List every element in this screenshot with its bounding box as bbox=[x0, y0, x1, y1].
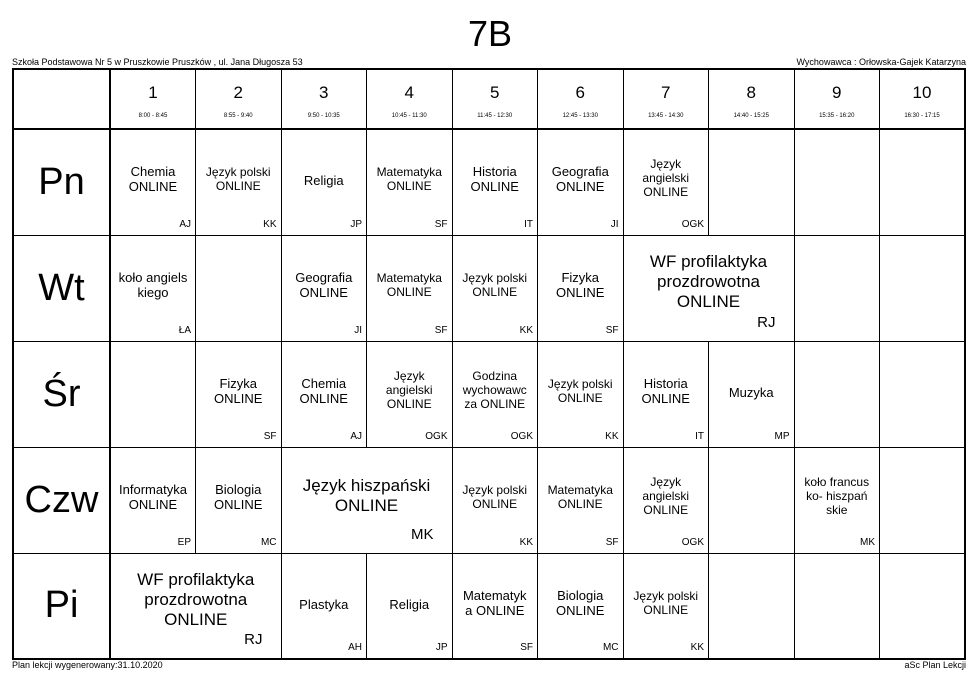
empty-cell bbox=[709, 129, 795, 235]
day-name-cell bbox=[13, 447, 110, 553]
lesson-cell bbox=[281, 129, 367, 235]
lesson-cell bbox=[623, 129, 709, 235]
day-name: Pn bbox=[38, 160, 85, 203]
lesson-cell bbox=[110, 235, 196, 341]
empty-cell bbox=[880, 447, 966, 553]
period-header bbox=[452, 69, 538, 129]
period-number: 4 bbox=[404, 83, 414, 102]
day-name: Śr bbox=[42, 372, 81, 415]
lesson-teacher: RJ bbox=[244, 631, 263, 648]
lesson-teacher: SF bbox=[605, 536, 619, 548]
period-number: 8 bbox=[746, 83, 756, 102]
lesson-teacher: KK bbox=[519, 536, 533, 548]
empty-cell bbox=[880, 553, 966, 659]
lesson-cell bbox=[623, 341, 709, 447]
empty-cell bbox=[880, 341, 966, 447]
period-header bbox=[709, 69, 795, 129]
day-row bbox=[13, 129, 965, 235]
lesson-teacher: MK bbox=[860, 536, 875, 548]
lesson-teacher: KK bbox=[263, 218, 277, 230]
day-row bbox=[13, 553, 965, 659]
lesson-subject: Język angielski ONLINE bbox=[642, 474, 690, 517]
period-header bbox=[880, 69, 966, 129]
empty-cell bbox=[794, 129, 880, 235]
period-number: 5 bbox=[490, 83, 500, 102]
lesson-subject: Język angielski ONLINE bbox=[642, 157, 690, 200]
lesson-subject: Chemia ONLINE bbox=[299, 376, 348, 406]
day-name: Pi bbox=[44, 584, 79, 627]
lesson-subject: Fizyka ONLINE bbox=[214, 376, 263, 406]
period-time: 14:40 - 15:25 bbox=[733, 113, 769, 119]
lesson-teacher: JI bbox=[610, 218, 619, 230]
class-title: 7B bbox=[467, 13, 513, 54]
lesson-subject: Język polski ONLINE bbox=[205, 165, 271, 194]
day-name-cell bbox=[13, 129, 110, 235]
lesson-teacher: KK bbox=[690, 642, 704, 653]
empty-cell bbox=[110, 341, 196, 447]
lesson-subject: koło francus ko- hiszpań skie bbox=[804, 474, 870, 517]
lesson-teacher: MK bbox=[411, 525, 434, 543]
lesson-cell bbox=[110, 129, 196, 235]
lesson-subject: Religia bbox=[303, 173, 344, 189]
lesson-teacher: OGK bbox=[681, 536, 704, 548]
period-header bbox=[367, 69, 453, 129]
period-time: 10:45 - 11:30 bbox=[391, 113, 427, 119]
empty-cell bbox=[880, 235, 966, 341]
period-header bbox=[794, 69, 880, 129]
lesson-subject: WF profilaktyka prozdrowotna ONLINE bbox=[649, 252, 768, 311]
lesson-cell bbox=[367, 129, 453, 235]
lesson-subject: Informatyka ONLINE bbox=[119, 482, 187, 512]
day-row bbox=[13, 341, 965, 447]
lesson-cell bbox=[452, 129, 538, 235]
lesson-cell bbox=[281, 553, 367, 659]
lesson-subject: Plastyka bbox=[299, 596, 349, 612]
period-header-row bbox=[13, 69, 965, 129]
lesson-subject: Matematyka ONLINE bbox=[376, 271, 442, 300]
period-number: 2 bbox=[233, 83, 243, 102]
generated-date: Plan lekcji wygenerowany:31.10.2020 bbox=[12, 660, 163, 670]
lesson-cell bbox=[538, 235, 624, 341]
lesson-teacher: SF bbox=[434, 324, 448, 336]
lesson-teacher: MC bbox=[602, 642, 619, 653]
lesson-cell bbox=[196, 447, 282, 553]
lesson-subject: Historia ONLINE bbox=[641, 376, 690, 406]
lesson-subject: Muzyka bbox=[728, 385, 774, 400]
lesson-cell bbox=[623, 553, 709, 659]
school-name: Szkoła Podstawowa Nr 5 w Pruszkowie Pruszków , ul. Jana Długosza 53 bbox=[12, 57, 303, 67]
empty-cell bbox=[709, 447, 795, 553]
period-number: 6 bbox=[575, 83, 585, 102]
lesson-teacher: JP bbox=[350, 218, 362, 230]
lesson-cell bbox=[367, 235, 453, 341]
lesson-teacher: EP bbox=[177, 536, 191, 548]
lesson-teacher: SF bbox=[605, 324, 619, 336]
lesson-subject: Chemia ONLINE bbox=[128, 164, 178, 195]
lesson-cell bbox=[538, 447, 624, 553]
lesson-cell bbox=[538, 553, 624, 659]
lesson-teacher: AH bbox=[348, 642, 362, 653]
period-number: 7 bbox=[661, 83, 671, 102]
lesson-teacher: OGK bbox=[510, 430, 533, 442]
period-time: 12:45 - 13:30 bbox=[562, 113, 598, 119]
day-name-cell bbox=[13, 341, 110, 447]
lesson-cell bbox=[452, 341, 538, 447]
period-number: 1 bbox=[148, 83, 158, 102]
lesson-teacher: KK bbox=[519, 324, 533, 336]
lesson-subject: Godzina wychowawc za ONLINE bbox=[462, 368, 527, 411]
lesson-subject: Geografia ONLINE bbox=[551, 164, 609, 195]
lesson-cell bbox=[367, 341, 453, 447]
period-header bbox=[623, 69, 709, 129]
period-time: 8:55 - 9:40 bbox=[223, 113, 253, 119]
lesson-teacher: IT bbox=[524, 218, 533, 230]
period-header bbox=[110, 69, 196, 129]
lesson-subject: koło angiels kiego bbox=[118, 270, 188, 300]
lesson-teacher: OGK bbox=[425, 430, 448, 442]
app-credit: aSc Plan Lekcji bbox=[904, 660, 966, 670]
lesson-subject: Język polski ONLINE bbox=[462, 271, 528, 300]
lesson-teacher: SF bbox=[263, 430, 277, 442]
lesson-subject: Język polski ONLINE bbox=[547, 377, 613, 406]
lesson-cell bbox=[794, 447, 880, 553]
lesson-cell bbox=[452, 447, 538, 553]
period-time: 9:50 - 10:35 bbox=[307, 113, 340, 119]
lesson-teacher: KK bbox=[605, 430, 619, 442]
period-header bbox=[281, 69, 367, 129]
day-name-cell bbox=[13, 553, 110, 659]
lesson-cell bbox=[196, 129, 282, 235]
lesson-cell bbox=[709, 341, 795, 447]
lesson-teacher: SF bbox=[434, 218, 448, 230]
timetable bbox=[12, 68, 966, 660]
lesson-teacher: MP bbox=[774, 430, 790, 442]
lesson-subject: Język polski ONLINE bbox=[462, 483, 528, 512]
class-teacher: Wychowawca : Orłowska-Gajek Katarzyna bbox=[796, 57, 966, 67]
period-header bbox=[538, 69, 624, 129]
lesson-subject: Język hiszpański ONLINE bbox=[302, 476, 431, 515]
day-row bbox=[13, 235, 965, 341]
empty-cell bbox=[196, 235, 282, 341]
period-number: 10 bbox=[912, 83, 932, 102]
lesson-subject: Biologia ONLINE bbox=[556, 587, 605, 618]
empty-cell bbox=[794, 341, 880, 447]
period-number: 9 bbox=[832, 83, 842, 102]
period-time: 8:00 - 8:45 bbox=[138, 113, 168, 119]
lesson-cell bbox=[452, 553, 538, 659]
lesson-subject: Biologia ONLINE bbox=[214, 482, 263, 512]
day-row bbox=[13, 447, 965, 553]
lesson-subject: Matematyka ONLINE bbox=[376, 165, 442, 194]
period-header bbox=[196, 69, 282, 129]
period-time: 15:35 - 16:20 bbox=[819, 113, 855, 119]
empty-cell bbox=[880, 129, 966, 235]
lesson-cell bbox=[623, 235, 794, 341]
day-name-cell bbox=[13, 235, 110, 341]
lesson-subject: Matematyk a ONLINE bbox=[462, 587, 527, 618]
lesson-teacher: ŁA bbox=[178, 324, 191, 336]
lesson-cell bbox=[196, 341, 282, 447]
lesson-subject: Fizyka ONLINE bbox=[556, 270, 605, 300]
lesson-subject: Religia bbox=[389, 596, 430, 612]
lesson-cell bbox=[110, 553, 281, 659]
day-name: Wt bbox=[38, 266, 85, 309]
lesson-cell bbox=[538, 129, 624, 235]
corner-cell bbox=[13, 69, 110, 129]
period-time: 16:30 - 17:15 bbox=[904, 113, 940, 119]
lesson-subject: WF profilaktyka prozdrowotna ONLINE bbox=[137, 569, 255, 629]
period-time: 13:45 - 14:30 bbox=[648, 113, 684, 119]
lesson-cell bbox=[281, 447, 452, 553]
lesson-subject: Matematyka ONLINE bbox=[547, 483, 613, 512]
lesson-cell bbox=[281, 341, 367, 447]
lesson-teacher: RJ bbox=[757, 313, 776, 331]
lesson-cell bbox=[281, 235, 367, 341]
lesson-cell bbox=[367, 553, 453, 659]
lesson-subject: Geografia ONLINE bbox=[295, 270, 353, 300]
day-name: Czw bbox=[24, 478, 99, 521]
empty-cell bbox=[709, 553, 795, 659]
lesson-subject: Historia ONLINE bbox=[470, 164, 519, 195]
empty-cell bbox=[794, 235, 880, 341]
lesson-teacher: MC bbox=[260, 536, 277, 548]
lesson-cell bbox=[452, 235, 538, 341]
empty-cell bbox=[794, 553, 880, 659]
period-number: 3 bbox=[319, 83, 329, 102]
lesson-cell bbox=[538, 341, 624, 447]
lesson-teacher: AJ bbox=[350, 430, 362, 442]
lesson-subject: Język angielski ONLINE bbox=[385, 368, 433, 411]
period-time: 11:45 - 12:30 bbox=[477, 113, 513, 119]
lesson-teacher: SF bbox=[520, 642, 533, 653]
lesson-teacher: JI bbox=[354, 324, 362, 336]
lesson-cell bbox=[623, 447, 709, 553]
lesson-teacher: JP bbox=[435, 642, 448, 653]
lesson-teacher: IT bbox=[695, 430, 704, 442]
lesson-teacher: AJ bbox=[179, 218, 191, 230]
lesson-teacher: OGK bbox=[681, 218, 704, 230]
lesson-cell bbox=[110, 447, 196, 553]
lesson-subject: Język polski ONLINE bbox=[633, 588, 699, 617]
